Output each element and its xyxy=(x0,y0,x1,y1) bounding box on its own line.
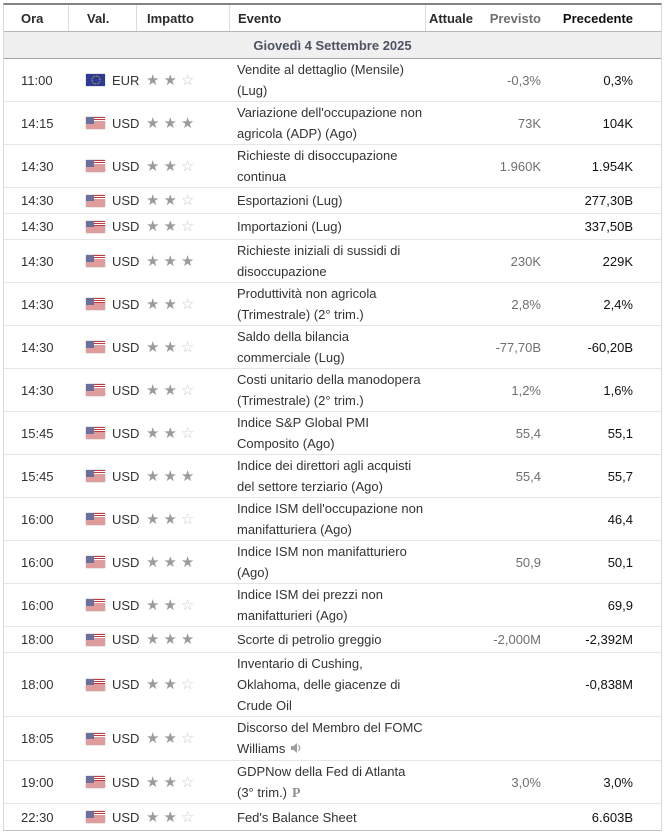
currency-cell xyxy=(68,774,140,790)
event-time: 14:30 xyxy=(21,253,54,269)
star-filled-icon: ★ xyxy=(163,467,177,485)
star-filled-icon: ★ xyxy=(163,424,177,442)
event-time: 14:30 xyxy=(21,193,54,208)
currency-code: USD xyxy=(112,382,140,398)
star-filled-icon: ★ xyxy=(146,730,160,747)
column-header-attuale: Attuale xyxy=(425,5,473,31)
table-row[interactable] xyxy=(4,412,661,455)
currency-code: EUR xyxy=(112,72,140,88)
event-title[interactable]: Inventario di Cushing, Oklahoma, delle giacenze di Crude Oil xyxy=(237,656,401,713)
currency-code: USD xyxy=(112,219,140,234)
column-header-val: Val. xyxy=(68,5,136,31)
event-cell xyxy=(229,761,425,803)
impact-stars xyxy=(136,254,229,269)
table-header-row xyxy=(4,5,661,32)
star-filled-icon: ★ xyxy=(146,71,160,89)
star-filled-icon: ★ xyxy=(163,553,177,571)
star-filled-icon: ★ xyxy=(180,252,195,270)
impact-stars xyxy=(136,469,229,484)
event-title[interactable]: GDPNow della Fed di Atlanta (3° trim.) xyxy=(237,764,406,800)
currency-cell xyxy=(68,72,140,88)
impact-stars xyxy=(136,297,229,312)
currency-code: USD xyxy=(112,597,140,613)
event-time: 18:00 xyxy=(21,632,54,647)
event-title[interactable]: Variazione dell'occupazione non agricola (ADP) (Ago) xyxy=(237,105,423,141)
event-cell xyxy=(229,59,425,101)
previous-value: 55,1 xyxy=(607,425,633,441)
us-flag-icon xyxy=(86,599,105,611)
star-empty-icon: ☆ xyxy=(180,218,195,235)
event-title[interactable]: Indice dei direttori agli acquisti del settore terziario (Ago) xyxy=(237,458,412,494)
star-filled-icon: ★ xyxy=(180,631,195,648)
currency-cell xyxy=(68,382,140,398)
event-time: 18:00 xyxy=(21,677,54,692)
previous-value: 277,30B xyxy=(584,193,633,208)
event-time: 14:30 xyxy=(21,158,54,174)
event-cell xyxy=(229,629,425,650)
event-cell xyxy=(229,326,425,368)
currency-code: USD xyxy=(112,468,140,484)
us-flag-icon xyxy=(86,513,105,525)
currency-code: USD xyxy=(112,158,140,174)
table-row[interactable] xyxy=(4,214,661,240)
event-title[interactable]: Vendite al dettaglio (Mensile) (Lug) xyxy=(237,62,404,98)
star-filled-icon: ★ xyxy=(180,114,195,132)
column-header-precedente: Precedente xyxy=(562,10,633,26)
previous-value: 0,3% xyxy=(603,72,633,88)
currency-cell xyxy=(68,158,140,174)
currency-cell xyxy=(68,253,140,269)
star-empty-icon: ☆ xyxy=(180,295,195,313)
us-flag-icon xyxy=(86,811,105,823)
table-row[interactable] xyxy=(4,717,661,761)
event-cell xyxy=(229,807,425,828)
event-cell xyxy=(229,190,425,211)
star-empty-icon: ☆ xyxy=(180,424,195,442)
currency-code: USD xyxy=(112,677,140,692)
currency-code: USD xyxy=(112,296,140,312)
previous-value: 69,9 xyxy=(607,597,633,613)
column-header-impatto: Impatto xyxy=(136,5,229,31)
previous-value: 50,1 xyxy=(607,554,633,570)
star-filled-icon: ★ xyxy=(163,676,177,693)
star-filled-icon: ★ xyxy=(146,114,160,132)
star-empty-icon: ☆ xyxy=(180,192,195,209)
currency-code: USD xyxy=(112,809,140,825)
table-row[interactable] xyxy=(4,627,661,653)
us-flag-icon xyxy=(86,556,105,568)
star-filled-icon: ★ xyxy=(163,218,177,235)
previous-value: -0,838M xyxy=(585,677,633,692)
event-title[interactable]: Costi unitario della manodopera (Trimestrale) (2° trim.) xyxy=(237,372,421,408)
event-title[interactable]: Indice S&P Global PMI Composito (Ago) xyxy=(237,415,369,451)
forecast-value: 3,0% xyxy=(511,774,541,790)
column-header-ora: Ora xyxy=(21,10,44,26)
star-filled-icon: ★ xyxy=(163,252,177,270)
event-cell xyxy=(229,653,425,716)
event-title[interactable]: Fed's Balance Sheet xyxy=(237,809,357,825)
event-cell xyxy=(229,283,425,325)
event-cell xyxy=(229,455,425,497)
currency-cell xyxy=(68,632,140,647)
event-time: 11:00 xyxy=(21,72,53,88)
previous-value: 104K xyxy=(602,115,633,131)
impact-stars xyxy=(136,73,229,88)
star-empty-icon: ☆ xyxy=(180,596,195,614)
impact-stars xyxy=(136,383,229,398)
event-title[interactable]: Produttività non agricola (Trimestrale) (2° trim.) xyxy=(237,286,377,322)
star-filled-icon: ★ xyxy=(146,676,160,693)
star-filled-icon: ★ xyxy=(180,467,195,485)
event-cell xyxy=(229,240,425,282)
event-title[interactable]: Indice ISM non manifatturiero (Ago) xyxy=(237,544,407,580)
table-row[interactable] xyxy=(4,145,661,188)
column-header-previsto: Previsto xyxy=(489,10,541,26)
event-cell xyxy=(229,584,425,626)
star-filled-icon: ★ xyxy=(146,381,160,399)
table-row[interactable] xyxy=(4,283,661,326)
currency-cell xyxy=(68,597,140,613)
impact-stars xyxy=(136,219,229,234)
previous-value: -2,392M xyxy=(585,632,633,647)
star-empty-icon: ☆ xyxy=(180,808,195,826)
table-row[interactable] xyxy=(4,804,661,830)
currency-cell xyxy=(68,809,140,825)
currency-code: USD xyxy=(112,731,140,746)
event-time: 19:00 xyxy=(21,774,54,790)
star-filled-icon: ★ xyxy=(146,596,160,614)
us-flag-icon xyxy=(86,117,105,129)
event-title[interactable]: Richieste di disoccupazione continua xyxy=(237,148,398,184)
table-row[interactable] xyxy=(4,369,661,412)
impact-stars xyxy=(136,555,229,570)
currency-cell xyxy=(68,115,140,131)
event-cell xyxy=(229,369,425,411)
currency-code: USD xyxy=(112,193,140,208)
currency-code: USD xyxy=(112,425,140,441)
currency-cell xyxy=(68,554,140,570)
previous-value: 46,4 xyxy=(607,511,633,527)
currency-code: USD xyxy=(112,253,140,269)
star-filled-icon: ★ xyxy=(146,252,160,270)
star-filled-icon: ★ xyxy=(146,467,160,485)
currency-cell xyxy=(68,468,140,484)
table-row[interactable] xyxy=(4,59,661,102)
impact-stars xyxy=(136,193,229,208)
event-time: 14:30 xyxy=(21,296,54,312)
star-filled-icon: ★ xyxy=(163,338,177,356)
star-filled-icon: ★ xyxy=(180,553,195,571)
previous-value: 3,0% xyxy=(603,774,633,790)
us-flag-icon xyxy=(86,341,105,353)
event-rows xyxy=(4,59,661,830)
star-empty-icon: ☆ xyxy=(180,773,195,791)
currency-cell xyxy=(68,296,140,312)
previous-value: 1,6% xyxy=(603,382,633,398)
event-time: 15:45 xyxy=(21,425,54,441)
us-flag-icon xyxy=(86,427,105,439)
event-title[interactable]: Saldo della bilancia commerciale (Lug) xyxy=(237,329,350,365)
column-header-evento: Evento xyxy=(229,5,425,31)
us-flag-icon xyxy=(86,195,105,207)
event-cell xyxy=(229,412,425,454)
impact-stars xyxy=(136,598,229,613)
previous-value: 6.603B xyxy=(591,809,633,825)
table-row[interactable] xyxy=(4,653,661,717)
event-title[interactable]: Indice ISM dell'occupazione non manifatturiera (Ago) xyxy=(237,501,424,537)
impact-stars xyxy=(136,116,229,131)
event-time: 14:30 xyxy=(21,219,54,234)
impact-stars xyxy=(136,340,229,355)
event-cell xyxy=(229,717,425,760)
event-time: 14:30 xyxy=(21,382,54,398)
table-row[interactable] xyxy=(4,761,661,804)
table-row[interactable] xyxy=(4,541,661,584)
us-flag-icon xyxy=(86,298,105,310)
event-cell xyxy=(229,498,425,540)
previous-value: 229K xyxy=(602,253,633,269)
star-filled-icon: ★ xyxy=(146,424,160,442)
star-filled-icon: ★ xyxy=(163,295,177,313)
us-flag-icon xyxy=(86,221,105,233)
us-flag-icon xyxy=(86,470,105,482)
impact-stars xyxy=(136,159,229,174)
currency-code: USD xyxy=(112,632,140,647)
currency-code: USD xyxy=(112,115,140,131)
table-row[interactable] xyxy=(4,188,661,214)
forecast-value: -77,70B xyxy=(495,339,541,355)
currency-cell xyxy=(68,677,140,692)
star-filled-icon: ★ xyxy=(163,157,177,175)
forecast-value: 73K xyxy=(517,115,541,131)
event-time: 14:15 xyxy=(21,115,54,131)
forecast-value: -0,3% xyxy=(507,72,541,88)
star-filled-icon: ★ xyxy=(146,631,160,648)
event-cell xyxy=(229,216,425,237)
currency-cell xyxy=(68,193,140,208)
forecast-value: 55,4 xyxy=(515,468,541,484)
forecast-value: 1,2% xyxy=(511,382,541,398)
forecast-value: 50,9 xyxy=(515,554,541,570)
star-filled-icon: ★ xyxy=(163,114,177,132)
star-filled-icon: ★ xyxy=(146,553,160,571)
star-empty-icon: ☆ xyxy=(180,730,195,747)
star-filled-icon: ★ xyxy=(146,808,160,826)
impact-stars xyxy=(136,426,229,441)
table-row[interactable] xyxy=(4,326,661,369)
star-filled-icon: ★ xyxy=(163,631,177,648)
currency-cell xyxy=(68,219,140,234)
previous-value: 55,7 xyxy=(607,468,633,484)
table-row[interactable] xyxy=(4,498,661,541)
impact-stars xyxy=(136,677,229,692)
star-filled-icon: ★ xyxy=(163,730,177,747)
currency-code: USD xyxy=(112,554,140,570)
star-filled-icon: ★ xyxy=(163,808,177,826)
forecast-value: 2,8% xyxy=(511,296,541,312)
currency-cell xyxy=(68,511,140,527)
eu-flag-icon xyxy=(86,74,105,86)
star-filled-icon: ★ xyxy=(146,510,160,528)
previous-value: 337,50B xyxy=(584,219,633,234)
star-filled-icon: ★ xyxy=(163,773,177,791)
star-filled-icon: ★ xyxy=(163,192,177,209)
event-time: 16:00 xyxy=(21,597,54,613)
star-filled-icon: ★ xyxy=(146,295,160,313)
event-title[interactable]: Richieste iniziali di sussidi di disoccupazione xyxy=(237,243,401,279)
economic-calendar-table xyxy=(3,3,662,831)
star-filled-icon: ★ xyxy=(146,773,160,791)
table-row[interactable] xyxy=(4,102,661,145)
star-filled-icon: ★ xyxy=(163,510,177,528)
table-row[interactable] xyxy=(4,584,661,627)
currency-code: USD xyxy=(112,774,140,790)
previous-value: 2,4% xyxy=(603,296,633,312)
table-row[interactable] xyxy=(4,455,661,498)
event-time: 15:45 xyxy=(21,468,54,484)
us-flag-icon xyxy=(86,776,105,788)
event-time: 14:30 xyxy=(21,339,54,355)
star-filled-icon: ★ xyxy=(146,338,160,356)
us-flag-icon xyxy=(86,733,105,745)
currency-code: USD xyxy=(112,511,140,527)
star-empty-icon: ☆ xyxy=(180,71,195,89)
star-filled-icon: ★ xyxy=(163,596,177,614)
impact-stars xyxy=(136,775,229,790)
impact-stars xyxy=(136,632,229,647)
event-title[interactable]: Discorso del Membro del FOMC Williams xyxy=(237,720,423,756)
currency-cell xyxy=(68,731,140,746)
star-filled-icon: ★ xyxy=(163,71,177,89)
event-title[interactable]: Scorte di petrolio greggio xyxy=(237,632,382,647)
star-filled-icon: ★ xyxy=(146,192,160,209)
preliminary-report-icon: P xyxy=(291,786,301,801)
star-empty-icon: ☆ xyxy=(180,157,195,175)
currency-cell xyxy=(68,339,140,355)
forecast-value: 230K xyxy=(510,253,541,269)
impact-stars xyxy=(136,810,229,825)
event-cell xyxy=(229,145,425,187)
event-time: 16:00 xyxy=(21,511,54,527)
event-time: 22:30 xyxy=(21,809,54,825)
forecast-value: 55,4 xyxy=(515,425,541,441)
impact-stars xyxy=(136,731,229,746)
date-header-label: Giovedì 4 Settembre 2025 xyxy=(253,37,412,53)
event-title[interactable]: Importazioni (Lug) xyxy=(237,219,342,234)
star-empty-icon: ☆ xyxy=(180,381,195,399)
star-filled-icon: ★ xyxy=(163,381,177,399)
speaker-icon xyxy=(290,739,303,760)
star-empty-icon: ☆ xyxy=(180,510,195,528)
us-flag-icon xyxy=(86,255,105,267)
us-flag-icon xyxy=(86,384,105,396)
star-filled-icon: ★ xyxy=(146,157,160,175)
date-header-row xyxy=(4,32,661,59)
event-time: 16:00 xyxy=(21,554,54,570)
event-title[interactable]: Esportazioni (Lug) xyxy=(237,193,343,208)
previous-value: -60,20B xyxy=(587,339,633,355)
previous-value: 1.954K xyxy=(591,158,633,174)
star-empty-icon: ☆ xyxy=(180,676,195,693)
currency-cell xyxy=(68,425,140,441)
us-flag-icon xyxy=(86,634,105,646)
currency-code: USD xyxy=(112,339,140,355)
event-time: 18:05 xyxy=(21,731,54,746)
forecast-value: 1.960K xyxy=(499,158,541,174)
event-cell xyxy=(229,102,425,144)
table-row[interactable] xyxy=(4,240,661,283)
event-title[interactable]: Indice ISM dei prezzi non manifatturieri (Ago) xyxy=(237,587,383,623)
star-filled-icon: ★ xyxy=(146,218,160,235)
us-flag-icon xyxy=(86,679,105,691)
forecast-value: -2,000M xyxy=(493,632,541,647)
us-flag-icon xyxy=(86,160,105,172)
impact-stars xyxy=(136,512,229,527)
star-empty-icon: ☆ xyxy=(180,338,195,356)
event-cell xyxy=(229,541,425,583)
